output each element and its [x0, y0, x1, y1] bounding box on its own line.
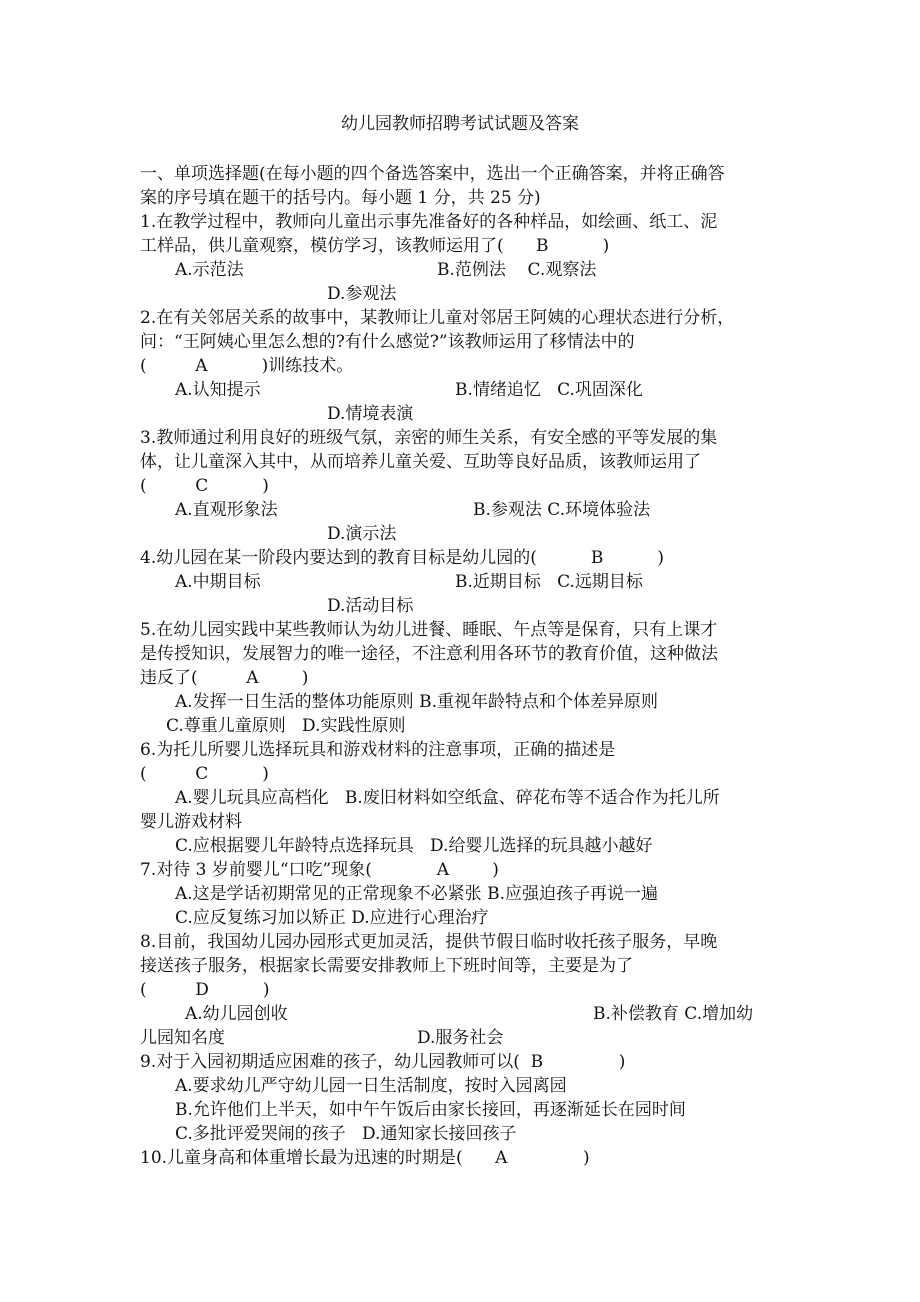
section-instructions-line: 一、单项选择题(在每小题的四个备选答案中，选出一个正确答案，并将正确答 [140, 164, 725, 184]
question-4-text: 4.幼儿园在某一阶段内要达到的教育目标是幼儿园的( B ) [140, 548, 665, 568]
question-1-option: B.范例法 C.观察法 [437, 260, 597, 280]
question-4-option: D.活动目标 [327, 596, 414, 616]
question-4-option: B.近期目标 C.远期目标 [455, 572, 643, 592]
question-2-option: A.认知提示 [175, 380, 261, 400]
question-8-option: A.幼儿园创收 [185, 1004, 288, 1024]
document-title: 幼儿园教师招聘考试试题及答案 [341, 114, 579, 134]
question-8-text: ( D ) [140, 980, 270, 1000]
question-3-option: B.参观法 C.环境体验法 [473, 500, 651, 520]
question-9-option: A.要求幼儿严守幼儿园一日生活制度，按时入园离园 [175, 1076, 567, 1096]
question-3-option: D.演示法 [327, 524, 397, 544]
question-6-text: ( C ) [140, 764, 269, 784]
question-4-option: A.中期目标 [175, 572, 261, 592]
question-10-text: 10.儿童身高和体重增长最为迅速的时期是( A ) [140, 1148, 590, 1168]
question-8-option: 儿园知名度 [140, 1028, 225, 1048]
question-6-option: 婴儿游戏材料 [140, 812, 242, 832]
question-7-text: 7.对待 3 岁前婴儿“口吃”现象( A ) [140, 860, 499, 880]
question-8-text: 8.目前，我国幼儿园办园形式更加灵活，提供节假日临时收托孩子服务，早晚 [140, 932, 718, 952]
question-5-text: 是传授知识，发展智力的唯一途径，不注意利用各环节的教育价值，这种做法 [140, 644, 718, 664]
question-8-option: D.服务社会 [417, 1028, 504, 1048]
question-8-text: 接送孩子服务，根据家长需要安排教师上下班时间等，主要是为了 [140, 956, 633, 976]
question-5-text: 违反了( A ) [140, 668, 309, 688]
question-9-option: B.允许他们上半天，如中午午饭后由家长接回，再逐渐延长在园时间 [175, 1100, 686, 1120]
question-1-text: 1.在教学过程中，教师向儿童出示事先准备好的各种样品，如绘画、纸工、泥 [140, 212, 718, 232]
question-6-option: C.应根据婴儿年龄特点选择玩具 D.给婴儿选择的玩具越小越好 [175, 836, 653, 856]
question-1-option: A.示范法 [175, 260, 244, 280]
question-2-text: 问：“王阿姨心里怎么想的?有什么感觉?”该教师运用了移情法中的 [140, 332, 635, 352]
question-7-option: C.应反复练习加以矫正 D.应进行心理治疗 [175, 908, 489, 928]
question-5-text: 5.在幼儿园实践中某些教师认为幼儿进餐、睡眠、午点等是保育，只有上课才 [140, 620, 718, 640]
question-8-option: B.补偿教育 C.增加幼 [593, 1004, 754, 1024]
question-1-text: 工样品，供儿童观察，模仿学习，该教师运用了( B ) [140, 236, 610, 256]
question-2-option: D.情境表演 [327, 404, 414, 424]
question-9-text: 9.对于入园初期适应困难的孩子，幼儿园教师可以( B ) [140, 1052, 626, 1072]
question-2-option: B.情绪追忆 C.巩固深化 [455, 380, 643, 400]
question-5-option: A.发挥一日生活的整体功能原则 B.重视年龄特点和个体差异原则 [175, 692, 658, 712]
section-instructions-line: 案的序号填在题干的括号内。每小题 1 分，共 25 分) [140, 188, 541, 208]
question-2-text: ( A )训练技术。 [140, 356, 354, 376]
question-3-option: A.直观形象法 [175, 500, 278, 520]
question-3-text: ( C ) [140, 476, 269, 496]
question-2-text: 2.在有关邻居关系的故事中，某教师让儿童对邻居王阿姨的心理状态进行分析， [140, 308, 735, 328]
question-6-text: 6.为托儿所婴儿选择玩具和游戏材料的注意事项，正确的描述是 [140, 740, 616, 760]
question-5-option: C.尊重儿童原则 D.实践性原则 [166, 716, 406, 736]
question-1-option: D.参观法 [327, 284, 397, 304]
question-6-option: A.婴儿玩具应高档化 B.废旧材料如空纸盒、碎花布等不适合作为托儿所 [175, 788, 720, 808]
question-3-text: 3.教师通过利用良好的班级气氛，亲密的师生关系，有安全感的平等发展的集 [140, 428, 718, 448]
question-3-text: 体，让儿童深入其中，从而培养儿童关爱、互助等良好品质，该教师运用了 [140, 452, 701, 472]
question-9-option: C.多批评爱哭闹的孩子 D.通知家长接回孩子 [175, 1124, 517, 1144]
question-7-option: A.这是学话初期常见的正常现象不必紧张 B.应强迫孩子再说一遍 [175, 884, 658, 904]
